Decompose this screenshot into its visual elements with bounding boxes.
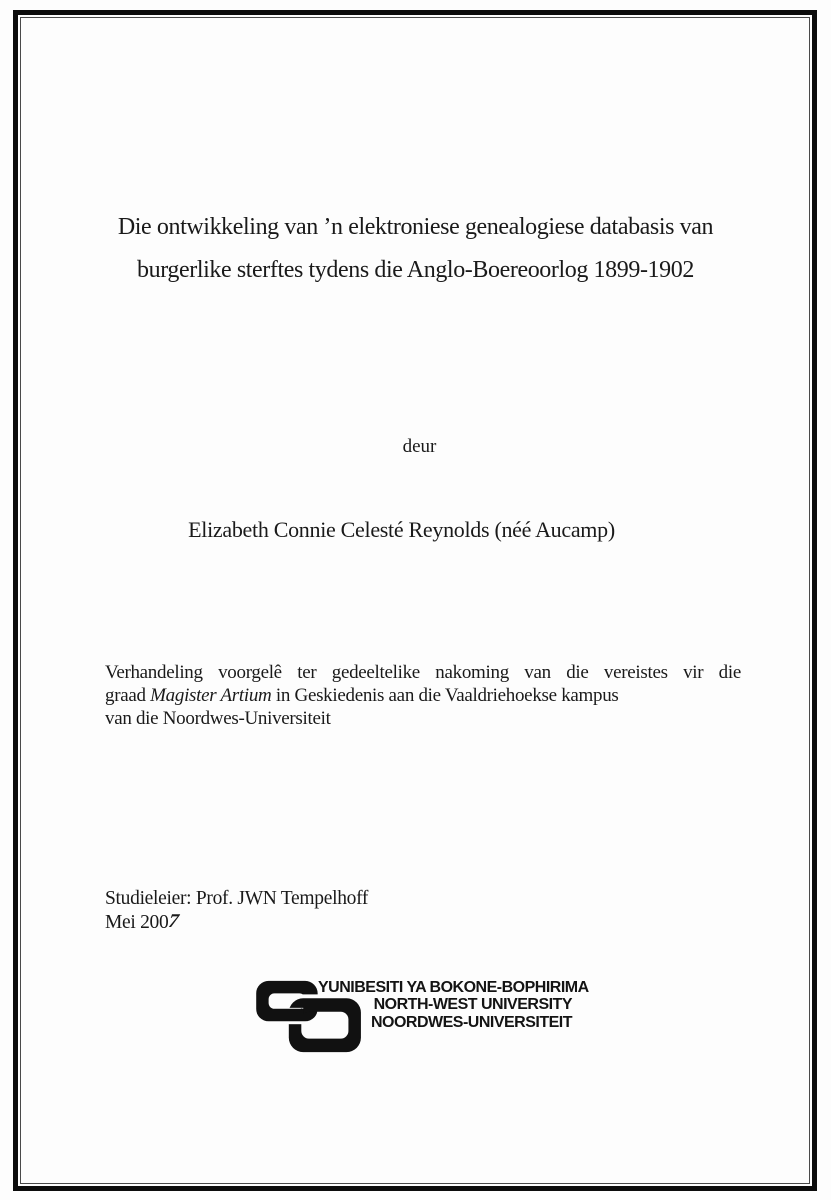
thesis-title bbox=[0, 206, 831, 292]
submission-statement bbox=[105, 661, 741, 730]
title-line-2: burgerlike sterftes tydens die Anglo-Boereoorlog 1899-1902 bbox=[137, 257, 694, 283]
statement-line-1: Verhandeling voorgelê ter gedeeltelike nakoming van die vereistes vir die bbox=[105, 662, 741, 683]
author-name: Elizabeth Connie Celesté Reynolds (néé Aucamp) bbox=[188, 517, 615, 542]
supervisor-block bbox=[105, 887, 368, 935]
logo-line-english: NORTH-WEST UNIVERSITY bbox=[373, 996, 572, 1014]
date-last-digit: 7 bbox=[165, 911, 182, 932]
supervisor-line: Studieleier: Prof. JWN Tempelhoff bbox=[105, 888, 369, 909]
statement-line-2 bbox=[105, 684, 741, 707]
statement-line-2-post: in Geskiedenis aan die Vaaldriehoekse kampus bbox=[271, 685, 619, 706]
nwu-logo bbox=[254, 978, 589, 1056]
degree-name: Magister Artium bbox=[150, 685, 272, 706]
title-line-1: Die ontwikkeling van ’n elektroniese genealogiese databasis van bbox=[117, 214, 714, 240]
statement-line-2-pre: graad bbox=[105, 685, 151, 706]
logo-line-setswana: YUNIBESITI YA BOKONE-BOPHIRIMA bbox=[318, 979, 589, 996]
statement-line-3: van die Noordwes-Universiteit bbox=[105, 708, 331, 729]
date-prefix: Mei 200 bbox=[105, 912, 169, 933]
date-line bbox=[105, 911, 368, 935]
nwu-logo-wordmark bbox=[318, 979, 589, 1031]
logo-line-afrikaans: NOORDWES-UNIVERSITEIT bbox=[370, 1013, 572, 1031]
byline-deur: deur bbox=[402, 436, 437, 457]
